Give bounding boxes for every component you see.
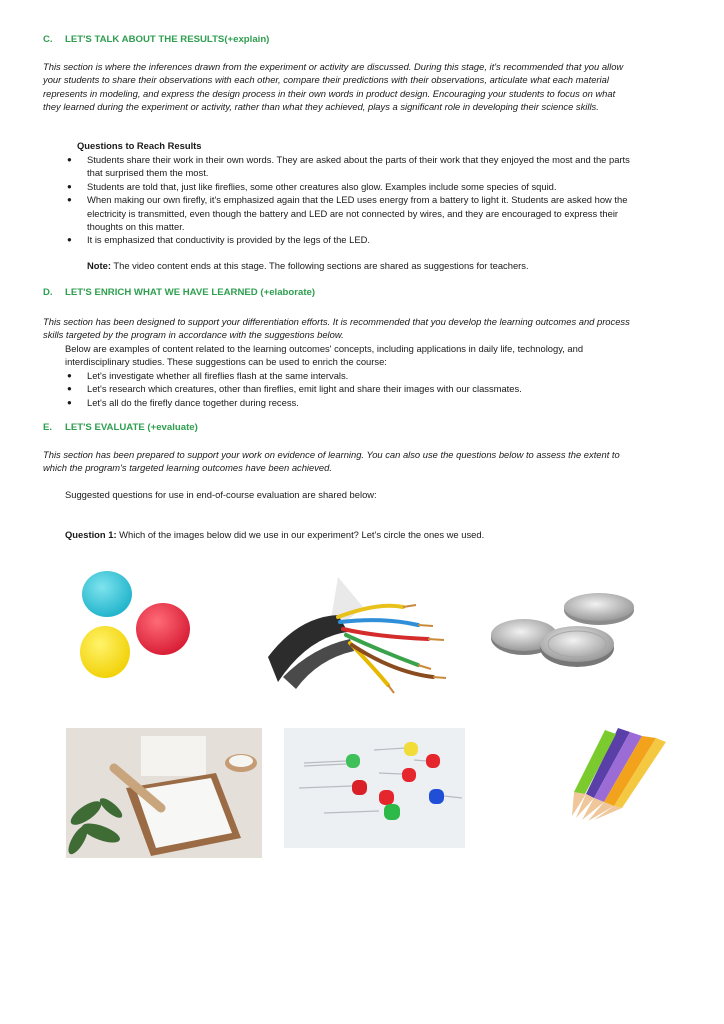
electric-wires-image: [268, 577, 458, 695]
list-item: ● Let's all do the firefly dance together during recess.: [65, 396, 635, 409]
list-item: ● When making our own firefly, it's emphasized again that the LED uses energy from a battery to light it. Students are asked how the electricity is transmitted, even though the battery and LED are not connected by wires, and they are encouraged to express their thoughts on this matter.: [65, 193, 635, 233]
list-item: ● Students are told that, just like fireflies, some other creatures also glow. Examples include some species of squid.: [65, 180, 635, 193]
section-c-bullets: [65, 153, 635, 247]
section-e-intro: This section has been prepared to support your work on evidence of learning. You can also use the questions below to assess the extent to which the program's targeted learning outcomes have been achieved.: [43, 449, 620, 474]
section-e-title: LET'S EVALUATE (+evaluate): [65, 422, 198, 433]
section-c-intro: This section is where the inferences drawn from the experiment or activity are discussed. During this stage, it's recommended that you allow your students to share their observations with each other, compare their predictions with their observations, articulate what each material represents in modeling, and express the design process in their own words in product design. Encouraging your students to focus on what they learned during the experiment or activity, rather than what they achieved, plays a significant role in developing their science skills.: [43, 61, 624, 113]
note-label: Note:: [87, 260, 111, 271]
play-dough-image: [70, 563, 200, 688]
colored-pencils-image: [560, 728, 670, 823]
list-item: ● Let's investigate whether all fireflies flash at the same intervals.: [65, 369, 635, 382]
leds-image: [284, 728, 465, 848]
note-text: The video content ends at this stage. The following sections are shared as suggestions for teachers.: [110, 260, 529, 271]
question-1: [65, 529, 635, 540]
section-d-title: LET'S ENRICH WHAT WE HAVE LEARNED (+elaborate): [65, 287, 316, 298]
section-d-examples: Below are examples of content related to the learning outcomes' concepts, including applications in daily life, technology, and interdisciplinary studies. These suggestions can be used to enrich the course:: [65, 343, 584, 368]
list-item: ● Students share their work in their own words. They are asked about the parts of their work that they enjoyed the most and the parts that surprised them the most.: [65, 153, 635, 180]
question-1-label: Question 1:: [65, 529, 117, 540]
salt-and-scoop-image: [66, 728, 262, 858]
coin-batteries-image: [489, 590, 639, 672]
question-1-text: Which of the images below did we use in our experiment? Let's circle the ones we used.: [116, 529, 485, 540]
suggested-questions-text: Suggested questions for use in end-of-course evaluation are shared below:: [65, 489, 377, 500]
section-c-letter: C.: [43, 34, 53, 45]
section-e-letter: E.: [43, 422, 53, 433]
questions-title: Questions to Reach Results: [77, 140, 202, 151]
section-e-heading: [43, 422, 198, 433]
section-d-heading: [43, 287, 315, 298]
section-d-intro: This section has been designed to support your differentiation efforts. It is recommended that you develop the learning outcomes and process skills targeted by the program in accordance with the suggestions below.: [43, 316, 630, 341]
list-item: ● It is emphasized that conductivity is provided by the legs of the LED.: [65, 233, 635, 246]
list-item: ● Let's research which creatures, other than fireflies, emit light and share their images with our classmates.: [65, 382, 635, 395]
section-c-heading: [43, 34, 269, 45]
section-d-letter: D.: [43, 287, 53, 298]
section-d-bullets: [65, 369, 635, 409]
section-c-title: LET'S TALK ABOUT THE RESULTS(+explain): [65, 34, 270, 45]
note: [87, 260, 647, 271]
